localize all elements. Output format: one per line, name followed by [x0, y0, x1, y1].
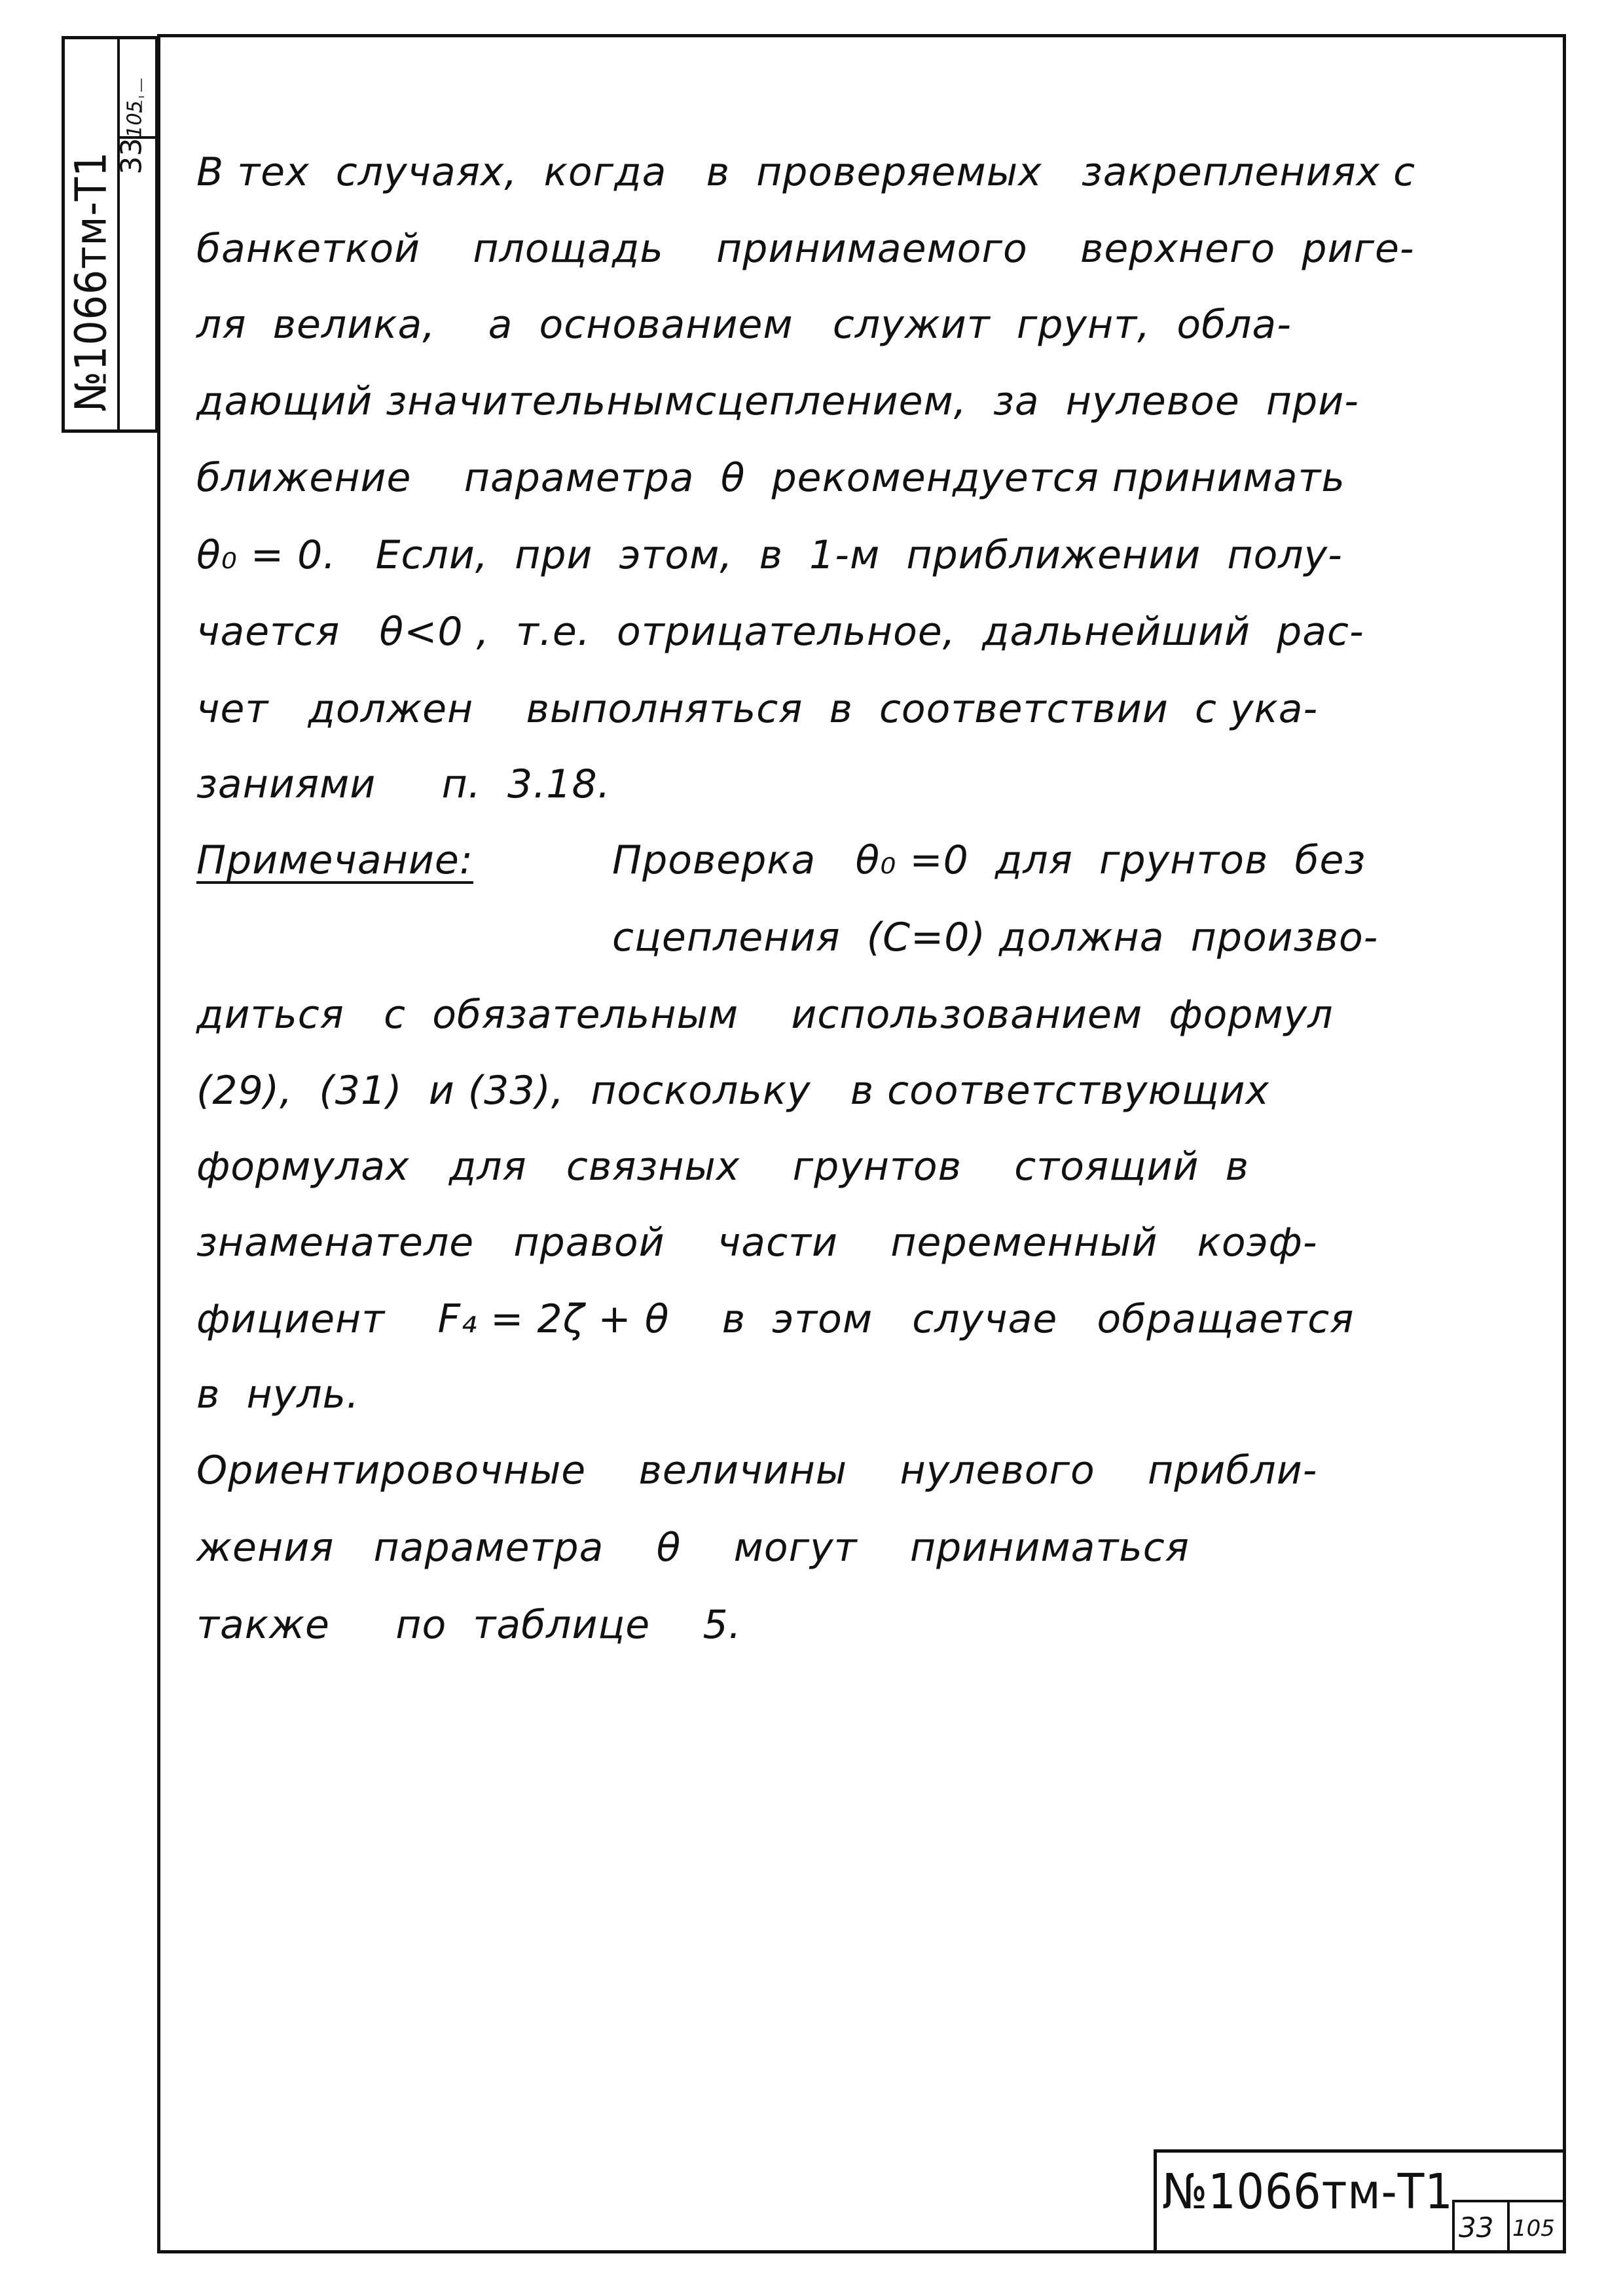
document-code: №1066тм-Т1	[1162, 2164, 1453, 2220]
note-line: в нуль.	[196, 1372, 360, 1417]
text-line: ля велика, а основанием служит грунт, обла-	[196, 302, 1292, 348]
sheet-total: 105	[1512, 2215, 1555, 2242]
text-line: банкеткой площадь принимаемого верхнего риге-	[196, 226, 1415, 272]
note-text: Проверка θ₀ =0 для грунтов без	[612, 837, 1366, 883]
text-line: Ориентировочные величины нулевого прибли-	[196, 1448, 1318, 1493]
note-line: фициент F₄ = 2ζ + θ в этом случае обращается	[196, 1296, 1355, 1342]
side-document-code: №1066тм-Т1	[65, 151, 117, 412]
side-sheet: 33	[115, 137, 149, 175]
text-line: θ₀ = 0. Если, при этом, в 1-м приближении полу-	[196, 532, 1343, 578]
text-line: ближение параметра θ рекомендуется принимать	[196, 455, 1345, 501]
text-line: чается θ<0 , т.е. отрицательное, дальнейший рас-	[196, 609, 1364, 655]
text-line: чет должен выполняться в соответствии с ука-	[196, 686, 1319, 732]
note-text: сцепления (С=0) должна произво-	[612, 915, 1379, 960]
side-sheet-number	[115, 100, 149, 174]
note-line: диться с обязательным использованием формул	[196, 992, 1334, 1038]
text-line: также по таблице 5.	[196, 1602, 742, 1648]
note-line: знаменателе правой части переменный коэф-	[196, 1220, 1318, 1266]
note-line: формулах для связных грунтов стоящий в	[196, 1144, 1250, 1190]
text-line: В тех случаях, когда в проверяемых закреплениях с	[196, 149, 1416, 195]
text-line: заниями п. 3.18.	[196, 761, 611, 807]
text-line: дающий значительнымсцеплением, за нулевое при-	[196, 378, 1359, 424]
text-line: жения параметра θ могут приниматься	[196, 1525, 1190, 1571]
stamp-divider	[117, 39, 120, 429]
side-stamp	[62, 36, 158, 433]
side-sheet-total: 105	[123, 100, 147, 138]
note-label: Примечание:	[196, 837, 473, 883]
note-line: (29), (31) и (33), поскольку в соответствующих	[196, 1068, 1270, 1114]
sheet-number: 33	[1459, 2212, 1494, 2244]
